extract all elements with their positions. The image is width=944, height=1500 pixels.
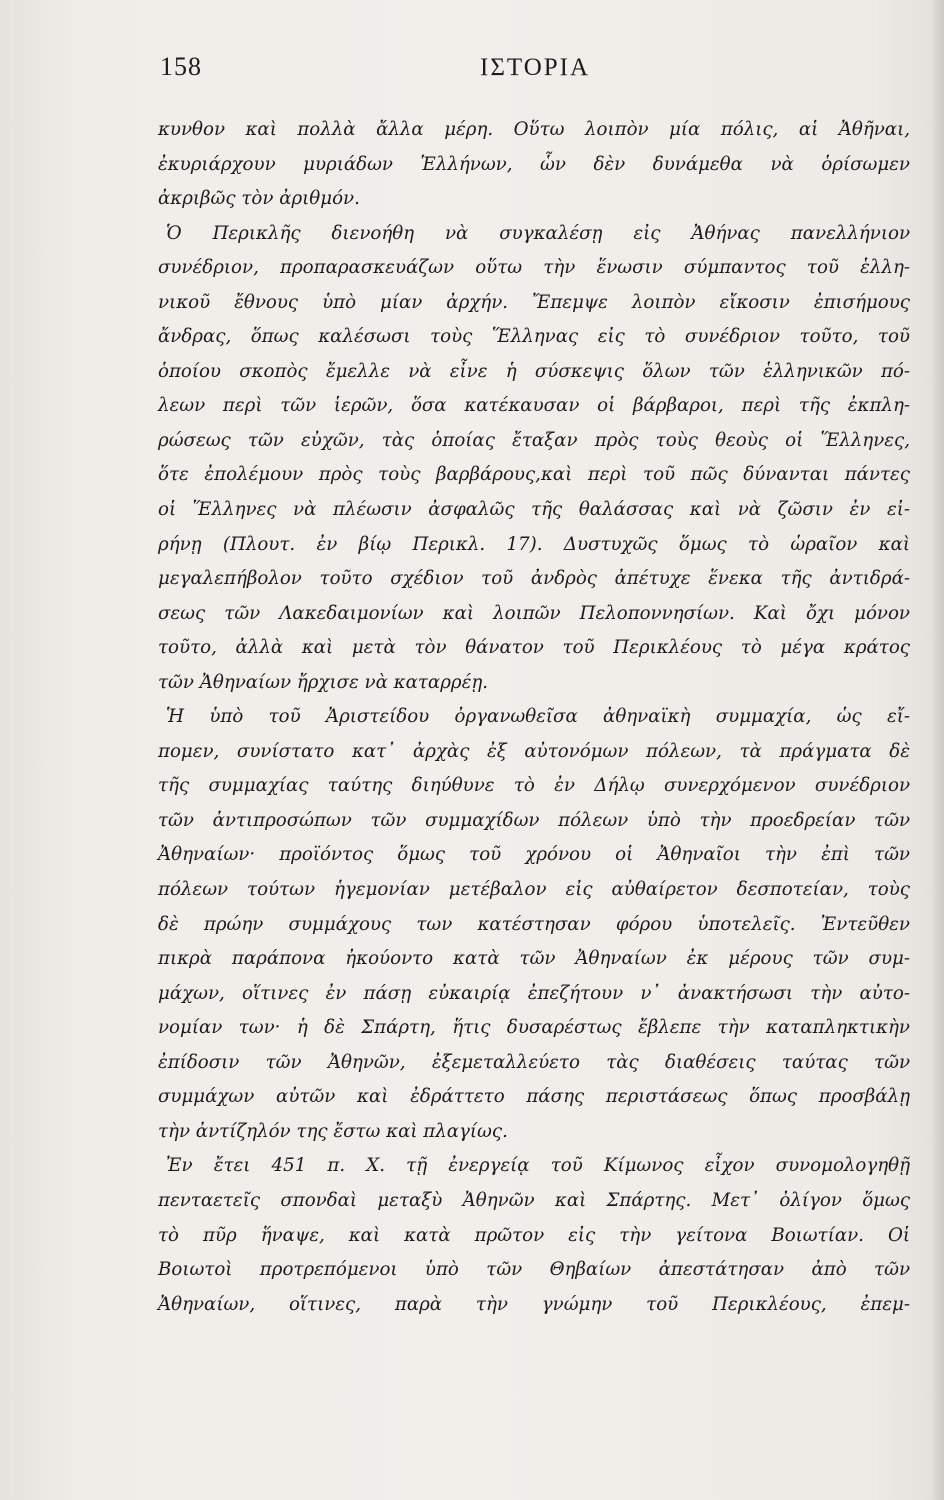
text-line: κυνθον καὶ πολλὰ ἄλλα μέρη. Οὕτω λοιπὸν μία πόλις, αἱ Ἀθῆναι,	[158, 119, 910, 140]
text-line: μεγαλεπήβολον τοῦτο σχέδιον τοῦ ἀνδρὸς ἀπέτυχε ἕνεκα τῆς ἀντιδρά-	[158, 568, 910, 590]
paragraph	[158, 1149, 910, 1322]
text-line: μάχων, οἵτινες ἐν πάσῃ εὐκαιρίᾳ ἐπεζήτουν ν᾿ ἀνακτήσωσι τὴν αὐτο-	[158, 982, 910, 1004]
text-line: δὲ πρώην συμμάχους των κατέστησαν φόρου ὑποτελεῖς. Ἐντεῦθεν	[158, 913, 910, 935]
page-number: 158	[160, 52, 202, 81]
text-line: Ἀθηναίων, οἵτινες, παρὰ τὴν γνώμην τοῦ Περικλέους, ἐπεμ-	[158, 1293, 910, 1315]
text-line: Ἐν ἔτει 451 π. Χ. τῇ ἐνεργείᾳ τοῦ Κίμωνος εἶχον συνομολογηθῇ	[166, 1155, 910, 1177]
text-line: ρώσεως τῶν εὐχῶν, τὰς ὁποίας ἔταξαν πρὸς τοὺς θεοὺς οἱ Ἕλληνες,	[158, 429, 910, 451]
text-line: νομίαν των· ἡ δὲ Σπάρτη, ἥτις δυσαρέστως ἔβλεπε τὴν καταπληκτικὴν	[158, 1017, 910, 1039]
text-line: ὁποίου σκοπὸς ἔμελλε νὰ εἶνε ἡ σύσκεψις ὅλων τῶν ἑλληνικῶν πό-	[158, 360, 910, 382]
text-line: ἀκριβῶς τὸν ἀριθμόν.	[158, 188, 360, 210]
text-line: ἄνδρας, ὅπως καλέσωσι τοὺς Ἕλληνας εἰς τὸ συνέδριον τοῦτο, τοῦ	[158, 326, 910, 348]
page-header	[0, 52, 944, 92]
text-line: πικρὰ παράπονα ἠκούοντο κατὰ τῶν Ἀθηναίων ἐκ μέρους τῶν συμ-	[158, 948, 910, 970]
text-line: πομεν, συνίστατο κατ᾿ ἀρχὰς ἐξ αὐτονόμων πόλεων, τὰ πράγματα δὲ	[158, 740, 910, 762]
text-line: ἐκυριάρχουν μυριάδων Ἑλλήνων, ὧν δὲν δυνάμεθα νὰ ὁρίσωμεν	[158, 153, 910, 175]
text-line: Ἡ ὑπὸ τοῦ Ἀριστείδου ὀργανωθεῖσα ἀθηναϊκὴ συμμαχία, ὡς εἴ-	[166, 706, 910, 728]
text-line: λεων περὶ τῶν ἱερῶν, ὅσα κατέκαυσαν οἱ βάρβαροι, περὶ τῆς ἐκπλη-	[158, 395, 910, 417]
text-line: ρήνῃ (Πλουτ. ἐν βίῳ Περικλ. 17). Δυστυχῶς ὅμως τὸ ὡραῖον καὶ	[158, 533, 910, 555]
text-line: πενταετεῖς σπονδαὶ μεταξὺ Ἀθηνῶν καὶ Σπάρτης. Μετ᾿ ὀλίγον ὅμως	[158, 1189, 910, 1211]
text-line: τῶν Ἀθηναίων ἤρχισε νὰ καταρρέῃ.	[158, 671, 489, 693]
page-edge-shadow	[930, 0, 944, 1500]
text-line: τοῦτο, ἀλλὰ καὶ μετὰ τὸν θάνατον τοῦ Περικλέους τὸ μέγα κράτος	[158, 637, 910, 659]
text-line: ἐπίδοσιν τῶν Ἀθηνῶν, ἐξεμεταλλεύετο τὰς διαθέσεις ταύτας τῶν	[158, 1051, 910, 1073]
text-line: ὅτε ἐπολέμουν πρὸς τοὺς βαρβάρους,καὶ περὶ τοῦ πῶς δύνανται πάντες	[158, 464, 910, 486]
text-line: τῆς συμμαχίας ταύτης διηύθυνε τὸ ἐν Δήλῳ συνερχόμενον συνέδριον	[158, 775, 910, 797]
paragraph	[158, 700, 910, 1149]
text-line: πόλεων τούτων ἡγεμονίαν μετέβαλον εἰς αὐθαίρετον δεσποτείαν, τοὺς	[158, 879, 910, 901]
text-line: σεως τῶν Λακεδαιμονίων καὶ λοιπῶν Πελοποννησίων. Καὶ ὄχι μόνον	[158, 602, 910, 624]
paragraph	[158, 217, 910, 701]
running-title: ΙΣΤΟΡΙΑ	[480, 54, 591, 81]
text-line: Βοιωτοὶ προτρεπόμενοι ὑπὸ τῶν Θηβαίων ἀπεστάτησαν ἀπὸ τῶν	[158, 1259, 910, 1281]
text-line: συμμάχων αὐτῶν καὶ ἐδράττετο πάσης περιστάσεως ὅπως προσβάλῃ	[158, 1086, 910, 1108]
text-line: συνέδριον, προπαρασκευάζων οὕτω τὴν ἕνωσιν σύμπαντος τοῦ ἑλλη-	[158, 257, 910, 279]
text-line: νικοῦ ἔθνους ὑπὸ μίαν ἀρχήν. Ἔπεμψε λοιπὸν εἴκοσιν ἐπισήμους	[158, 291, 910, 313]
paragraph	[158, 113, 910, 217]
text-line: τὴν ἀντίζηλόν της ἔστω καὶ πλαγίως.	[158, 1120, 508, 1142]
text-line: τῶν ἀντιπροσώπων τῶν συμμαχίδων πόλεων ὑπὸ τὴν προεδρείαν τῶν	[158, 809, 910, 831]
text-line: Ὁ Περικλῆς διενοήθη νὰ συγκαλέσῃ εἰς Ἀθήνας πανελλήνιον	[166, 222, 910, 244]
body-text	[158, 113, 910, 1322]
text-line: οἱ Ἕλληνες νὰ πλέωσιν ἀσφαλῶς τῆς θαλάσσας καὶ νὰ ζῶσιν ἐν εἰ-	[158, 499, 910, 521]
text-line: Ἀθηναίων· προϊόντος ὅμως τοῦ χρόνου οἱ Ἀθηναῖοι τὴν ἐπὶ τῶν	[158, 844, 910, 866]
text-line: τὸ πῦρ ἥναψε, καὶ κατὰ πρῶτον εἰς τὴν γείτονα Βοιωτίαν. Οἱ	[158, 1224, 910, 1246]
